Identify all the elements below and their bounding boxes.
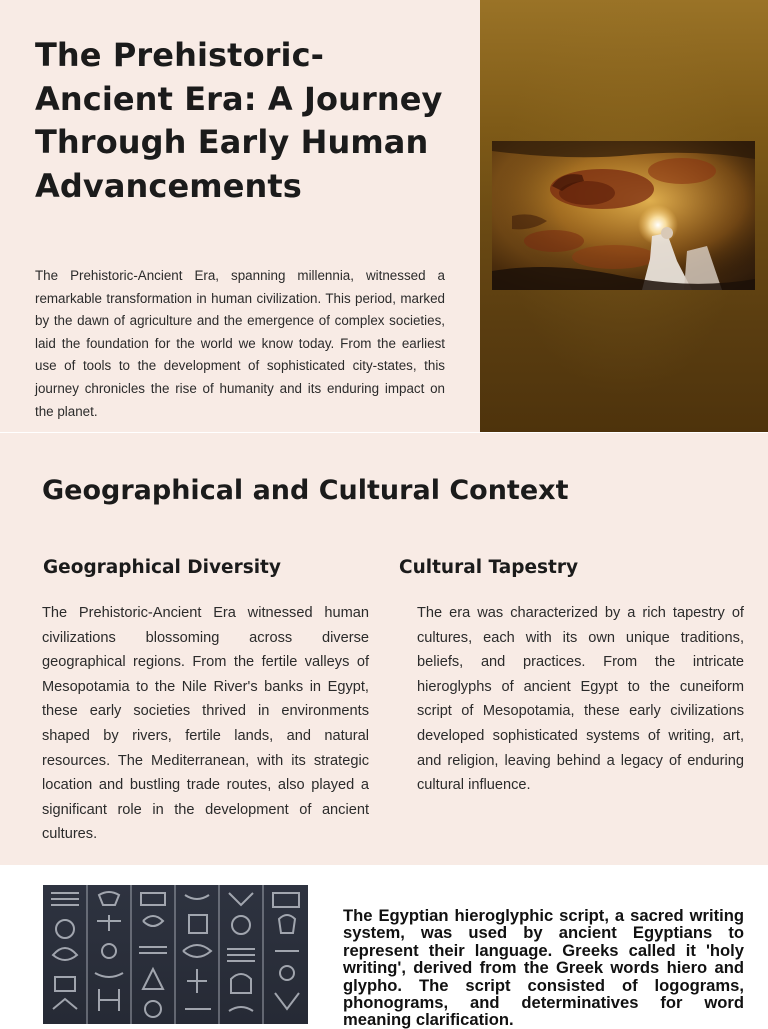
hieroglyph-description: The Egyptian hieroglyphic script, a sacred writing system, was used by ancient Egyptians to represent their language. Greeks called it 'holy writing', derived from the Greek words hiero and glypho. The script consisted of logograms, phonograms, and determinatives for word meaning clarification. — [343, 906, 744, 1029]
hieroglyph-image — [43, 885, 308, 1024]
column-heading-culture: Cultural Tapestry — [399, 557, 579, 578]
cave-painting-image — [492, 141, 755, 290]
page-title: The Prehistoric-Ancient Era: A Journey Through Early Human Advancements — [35, 36, 443, 205]
hieroglyph-carving-illustration — [43, 885, 308, 1024]
section-title: Geographical and Cultural Context — [42, 475, 569, 506]
intro-paragraph: The Prehistoric-Ancient Era, spanning millennia, witnessed a remarkable transformation in human civilization. This period, marked by the dawn of agriculture and the emergence of complex societies, laid the foundation for the world we know today. From the earliest use of tools to the development of sophisticated city-states, this journey chronicles the rise of humanity and its enduring impact on the planet. — [35, 268, 445, 419]
cave-painting-illustration — [492, 141, 755, 290]
column-text-culture: The era was characterized by a rich tapestry of cultures, each with its own unique traditions, beliefs, and practices. From the intricate hieroglyphs of ancient Egypt to the cuneiform script of Mesopotamia, these early civilizations developed sophisticated systems of writing, art, and religion, leaving behind a legacy of enduring cultural influence. — [417, 605, 744, 794]
column-text-geography: The Prehistoric-Ancient Era witnessed human civilizations blossoming across diverse geographical regions. From the fertile valleys of Mesopotamia to the Nile River's banks in Egypt, these early societies thrived in environments shaped by rivers, fertile lands, and natural resources. The Mediterranean, with its strategic location and bustling trade routes, also played a significant role in the development of ancient cultures. — [42, 605, 369, 843]
column-heading-geography: Geographical Diversity — [43, 557, 281, 578]
